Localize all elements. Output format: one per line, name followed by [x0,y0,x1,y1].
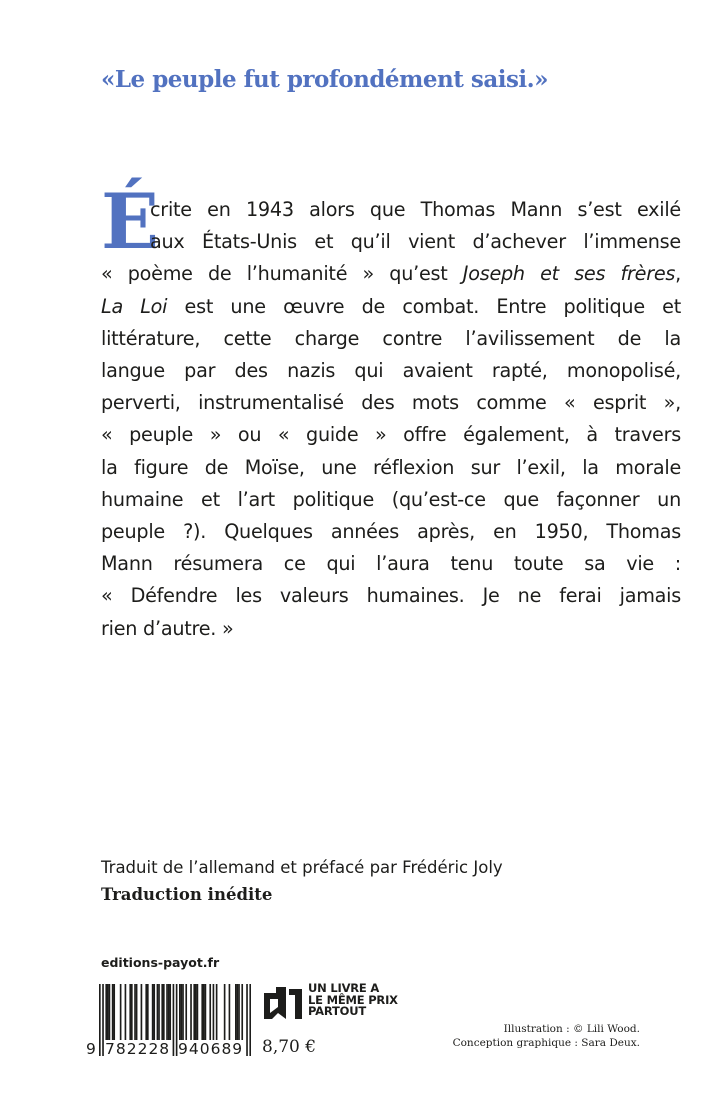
blurb-line: langue par des nazis qui avaient rapté, monopolisé, [101,359,681,383]
credits [101,854,503,908]
price-law-label [308,983,398,1018]
blurb-line: la figure de Moïse, une réflexion sur l’exil, la morale [101,455,681,479]
barcode-left-digits: 782228 [105,1040,171,1058]
blurb-line: perverti, instrumentalisé des mots comme « esprit », [101,391,681,415]
translation-note: Traduction inédite [101,885,273,904]
price-law-line-2: LE MÊME PRIX [308,992,398,1007]
blurb-line: Mann résumera ce qui l’aura tenu toute sa vie : [101,552,681,576]
drop-cap: É [101,177,159,266]
blurb-line: crite en 1943 alors que Thomas Mann s’est exilé [150,198,681,221]
book-title: La Loi [101,294,168,318]
translation-credit: Traduit de l’allemand et préfacé par Frédéric Joly [101,858,503,877]
blurb-line: littérature, cette charge contre l’avilissement de la [101,326,681,350]
barcode-right-digits: 940689 [178,1040,244,1058]
publisher-website[interactable]: editions-payot.fr [101,955,220,970]
book-title: Joseph et ses frères [462,262,676,286]
blurb-text [101,177,682,645]
back-cover-quote: «Le peuple fut profondément saisi.» [101,66,549,93]
blurb-line: humaine et l’art politique (qu’est-ce que façonner un [101,487,681,511]
design-credit: Conception graphique : Sara Deux. [452,1037,640,1049]
blurb-line: aux États-Unis et qu’il vient d’achever l’immense [150,230,681,254]
blurb-line: « poème de l’humanité » qu’est Joseph et ses frères, [101,262,681,286]
blurb-line: « Défendre les valeurs humaines. Je ne ferai jamais [101,584,681,608]
blurb-line: rien d’autre. » [101,616,234,640]
blurb-line: « peuple » ou « guide » offre également, à travers [101,423,681,447]
legal-credits [453,1022,640,1050]
barcode-first-digit: 9 [86,1040,97,1058]
price-law-line-3: PARTOUT [308,1004,367,1018]
illustration-credit: Illustration : © Lili Wood. [503,1023,640,1035]
livre-prix-unique-icon [262,985,304,1021]
price-law-line-1: UN LIVRE A [308,981,380,995]
blurb-line: peuple ?). Quelques années après, en 1950, Thomas [101,520,681,544]
price: 8,70 € [262,1037,317,1057]
blurb-line: La Loi est une œuvre de combat. Entre politique et [101,294,682,318]
